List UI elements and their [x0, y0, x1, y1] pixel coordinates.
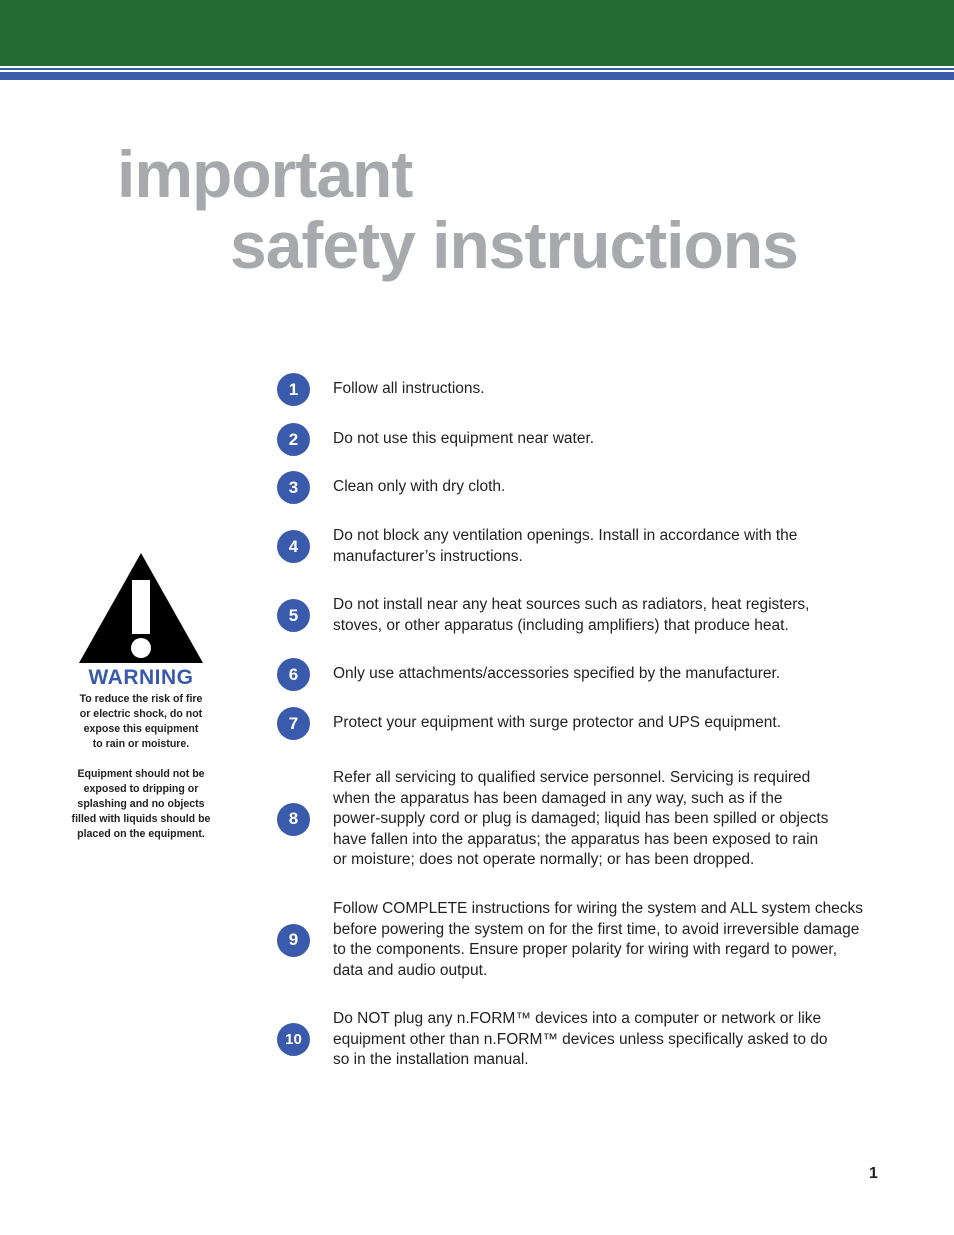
instruction-number-badge: 5 [277, 599, 310, 632]
instruction-text: Refer all servicing to qualified service personnel. Servicing is required when the apparatus has been damaged in any way, such as if the power-supply cord or plug is damaged; liquid has been spilled or objects have fallen into the apparatus; the apparatus has been exposed to rain or moisture; does not operate normally; or has been dropped. [333, 769, 829, 869]
instruction-text: Only use attachments/accessories specified by the manufacturer. [333, 665, 781, 683]
instruction-number-badge: 4 [277, 530, 310, 563]
instruction-number-badge: 1 [277, 373, 310, 406]
warning-text-liquids: Equipment should not be exposed to dripping or splashing and no objects filled with liquids should be placed on the equipment. [71, 768, 211, 841]
instruction-item [277, 1009, 897, 1071]
instruction-item [277, 658, 897, 691]
instruction-item [277, 526, 897, 567]
instruction-number-badge: 7 [277, 707, 310, 740]
instruction-number-badge: 9 [277, 924, 310, 957]
instruction-text: Do not install near any heat sources such as radiators, heat registers, stoves, or other apparatus (including amplifiers) that produce heat. [333, 596, 810, 634]
instruction-text: Follow COMPLETE instructions for wiring the system and ALL system checks before powering the system on for the first time, to avoid irreversible damage to the components. Ensure proper polarity for wiring with regard to power, data and audio output. [333, 900, 864, 979]
page-number: 1 [869, 1165, 878, 1182]
instruction-text: Protect your equipment with surge protector and UPS equipment. [333, 714, 782, 732]
instruction-text: Do NOT plug any n.FORM™ devices into a computer or network or like equipment other than n.FORM™ devices unless specifically asked to do so in the installation manual. [333, 1010, 828, 1069]
warning-block [62, 552, 220, 842]
instruction-item [277, 471, 897, 504]
instruction-number-badge: 6 [277, 658, 310, 691]
instruction-number-badge: 8 [277, 803, 310, 836]
instruction-number-badge: 10 [277, 1023, 310, 1056]
page-title-line-2: safety instructions [230, 208, 798, 282]
instruction-item [277, 423, 897, 456]
warning-label: WARNING [88, 666, 194, 689]
instruction-item [277, 768, 897, 871]
instruction-number-badge: 3 [277, 471, 310, 504]
instruction-item [277, 373, 897, 406]
instruction-text: Do not block any ventilation openings. Install in accordance with the manufacturer’s instructions. [333, 527, 798, 565]
instruction-item [277, 899, 897, 981]
header-band [0, 0, 954, 66]
instruction-text: Do not use this equipment near water. [333, 430, 595, 448]
instruction-number-badge: 2 [277, 423, 310, 456]
instruction-item [277, 595, 897, 636]
warning-text-fire-shock: To reduce the risk of fire or electric shock, do not expose this equipment to rain or moisture. [79, 693, 203, 751]
instruction-text: Clean only with dry cloth. [333, 478, 506, 496]
instruction-text: Follow all instructions. [333, 380, 485, 398]
instruction-item [277, 707, 897, 740]
header-rule-thin [0, 68, 954, 70]
warning-triangle-icon [78, 552, 204, 664]
header-rule-thick [0, 72, 954, 80]
page-title-line-1: important [117, 137, 413, 211]
